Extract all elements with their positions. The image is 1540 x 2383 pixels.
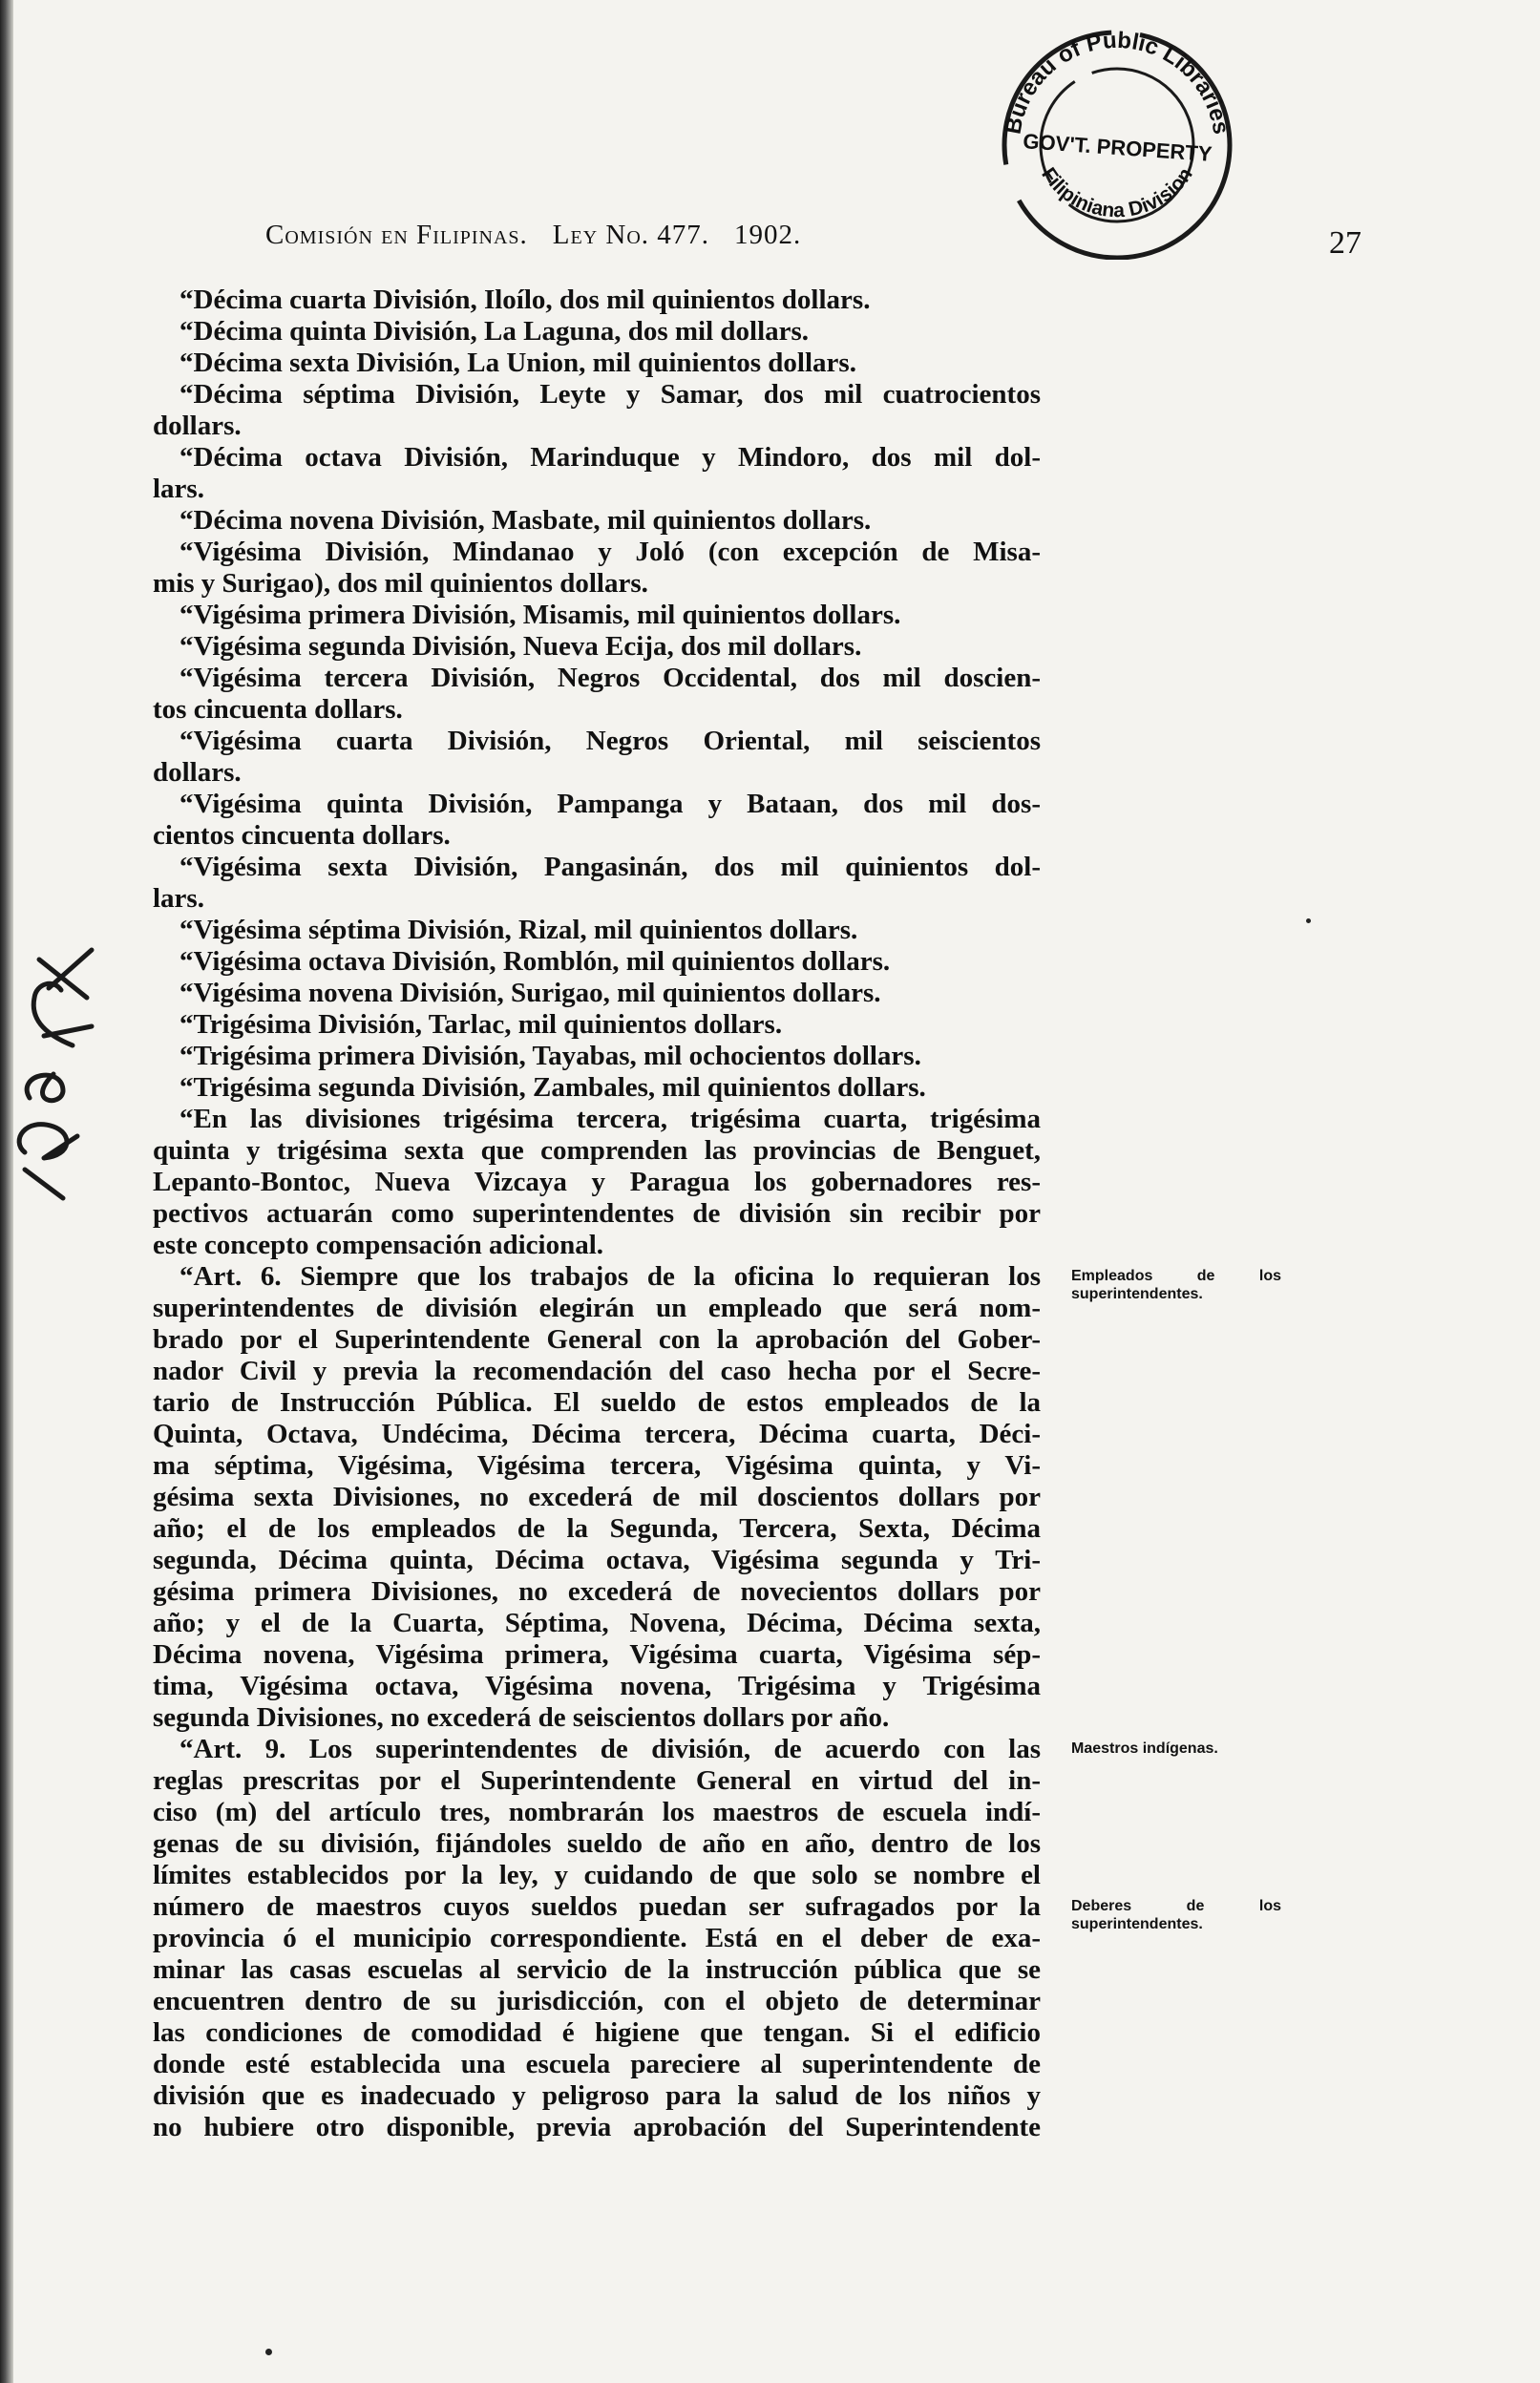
- text-line: “Décima novena División, Masbate, mil quinientos dollars.: [179, 505, 872, 536]
- text-line: “Vigésima División, Mindanao y Joló (con excepción de Misa-: [179, 537, 1041, 567]
- speck: [265, 2349, 272, 2355]
- text-line: cientos cincuenta dollars.: [153, 820, 451, 851]
- text-line: segunda, Décima quinta, Décima octava, Vigésima segunda y Tri-: [153, 1545, 1041, 1575]
- text-line: segunda Divisiones, no excederá de seiscientos dollars por año.: [153, 1702, 890, 1733]
- text-line: “Décima cuarta División, Iloílo, dos mil quinientos dollars.: [179, 285, 871, 315]
- text-line: “Art. 6. Siempre que los trabajos de la oficina lo requieran los: [179, 1261, 1041, 1292]
- text-line: “Art. 9. Los superintendentes de división, de acuerdo con las: [179, 1734, 1041, 1764]
- text-line: “Vigésima segunda División, Nueva Ecija, dos mil dollars.: [179, 631, 862, 662]
- text-line: tos cincuenta dollars.: [153, 694, 403, 725]
- stamp-top-text: Bureau of Public Libraries: [1000, 27, 1234, 137]
- text-line: dollars.: [153, 757, 242, 788]
- text-line: donde esté establecida una escuela pareciere al superintendente de: [153, 2049, 1041, 2079]
- text-line: gésima sexta Divisiones, no excederá de mil doscientos dollars por: [153, 1482, 1041, 1512]
- text-line: brado por el Superintendente General con la aprobación del Gober-: [153, 1324, 1041, 1355]
- header-year: 1902.: [734, 220, 802, 250]
- header-title: Comisión en Filipinas.: [265, 220, 528, 250]
- text-line: minar las casas escuelas al servicio de la instrucción pública que se: [153, 1954, 1041, 1985]
- text-line: reglas prescritas por el Superintendente General en virtud del in-: [153, 1765, 1041, 1796]
- stamp-middle-text: GOV'T. PROPERTY: [1022, 129, 1213, 166]
- text-line: las condiciones de comodidad é higiene que tengan. Si el edificio: [153, 2017, 1041, 2048]
- text-line: genas de su división, fijándoles sueldo de año en año, dentro de los: [153, 1828, 1041, 1859]
- handwritten-annotation: [6, 931, 111, 1217]
- text-line: “Vigésima octava División, Romblón, mil quinientos dollars.: [179, 946, 891, 977]
- text-line: encuentren dentro de su jurisdicción, con el objeto de determinar: [153, 1986, 1041, 2016]
- text-line: “Trigésima segunda División, Zambales, mil quinientos dollars.: [179, 1072, 926, 1103]
- text-line: ciso (m) del artículo tres, nombrarán los maestros de escuela indí-: [153, 1797, 1041, 1827]
- text-line: no hubiere otro disponible, previa aprobación del Superintendente: [153, 2112, 1041, 2142]
- text-line: año; y el de la Cuarta, Séptima, Novena, Décima, Décima sexta,: [153, 1608, 1041, 1638]
- text-line: año; el de los empleados de la Segunda, Tercera, Sexta, Décima: [153, 1513, 1041, 1544]
- text-line: “Vigésima novena División, Surigao, mil quinientos dollars.: [179, 978, 881, 1008]
- text-line: “Trigésima primera División, Tayabas, mil ochocientos dollars.: [179, 1041, 921, 1071]
- text-line: tario de Instrucción Pública. El sueldo de estos empleados de la: [153, 1387, 1041, 1418]
- body-text: [153, 285, 1041, 2143]
- text-line: “En las divisiones trigésima tercera, trigésima cuarta, trigésima: [179, 1104, 1041, 1134]
- library-stamp: [974, 11, 1260, 260]
- text-line: “Vigésima séptima División, Rizal, mil quinientos dollars.: [179, 915, 858, 945]
- text-line: nador Civil y previa la recomendación del caso hecha por el Secre-: [153, 1356, 1041, 1386]
- text-line: dollars.: [153, 411, 242, 441]
- margin-note: Empleados de los superintendentes.: [1071, 1268, 1281, 1302]
- text-line: “Décima quinta División, La Laguna, dos mil dollars.: [179, 316, 810, 347]
- text-line: mis y Surigao), dos mil quinientos dollars.: [153, 568, 648, 599]
- text-line: Décima novena, Vigésima primera, Vigésima cuarta, Vigésima sép-: [153, 1639, 1041, 1670]
- text-line: división que es inadecuado y peligroso para la salud de los niños y: [153, 2080, 1041, 2111]
- text-line: quinta y trigésima sexta que comprenden las provincias de Benguet,: [153, 1135, 1041, 1166]
- text-line: “Décima séptima División, Leyte y Samar, dos mil cuatrocientos: [179, 379, 1041, 410]
- text-line: “Décima sexta División, La Union, mil quinientos dollars.: [179, 348, 856, 378]
- text-line: Lepanto-Bontoc, Nueva Vizcaya y Paragua los gobernadores res-: [153, 1167, 1041, 1197]
- text-line: provincia ó el municipio correspondiente. Está en el deber de exa-: [153, 1923, 1041, 1953]
- svg-text:Bureau of Public Libraries: [1001, 28, 1234, 137]
- stamp-seal-icon: [974, 11, 1260, 260]
- stamp-bottom-text: Filipiniana Division: [1037, 163, 1197, 222]
- text-line: lars.: [153, 883, 204, 914]
- text-line: “Décima octava División, Marinduque y Mindoro, dos mil dol-: [179, 442, 1041, 473]
- page-number: 27: [1329, 225, 1361, 261]
- margin-note: Deberes de los superintendentes.: [1071, 1898, 1281, 1932]
- speck: [1306, 918, 1311, 923]
- margin-note: Maestros indígenas.: [1071, 1740, 1218, 1757]
- svg-text:Filipiniana Division: [1037, 164, 1196, 222]
- text-line: “Vigésima quinta División, Pampanga y Bataan, dos mil dos-: [179, 789, 1041, 819]
- text-line: “Vigésima primera División, Misamis, mil quinientos dollars.: [179, 600, 901, 630]
- handwriting-icon: [6, 931, 111, 1217]
- text-line: límites establecidos por la ley, y cuidando de que solo se nombre el: [153, 1860, 1041, 1890]
- text-line: “Vigésima cuarta División, Negros Oriental, mil seiscientos: [179, 726, 1041, 756]
- text-line: “Vigésima tercera División, Negros Occidental, dos mil doscien-: [179, 663, 1041, 693]
- text-line: este concepto compensación adicional.: [153, 1230, 604, 1260]
- text-line: superintendentes de división elegirán un empleado que será nom-: [153, 1293, 1041, 1323]
- running-header: [265, 220, 1010, 251]
- text-line: “Vigésima sexta División, Pangasinán, dos mil quinientos dol-: [179, 852, 1041, 882]
- text-line: lars.: [153, 474, 204, 504]
- text-line: Quinta, Octava, Undécima, Décima tercera, Décima cuarta, Déci-: [153, 1419, 1041, 1449]
- text-line: “Trigésima División, Tarlac, mil quinientos dollars.: [179, 1009, 783, 1040]
- text-line: tima, Vigésima octava, Vigésima novena, Trigésima y Trigésima: [153, 1671, 1041, 1701]
- header-law: Ley No. 477.: [552, 220, 710, 250]
- text-line: ma séptima, Vigésima, Vigésima tercera, Vigésima quinta, y Vi-: [153, 1450, 1041, 1481]
- text-line: número de maestros cuyos sueldos puedan ser sufragados por la: [153, 1891, 1041, 1922]
- text-line: pectivos actuarán como superintendentes de división sin recibir por: [153, 1198, 1041, 1229]
- text-line: gésima primera Divisiones, no excederá de novecientos dollars por: [153, 1576, 1041, 1607]
